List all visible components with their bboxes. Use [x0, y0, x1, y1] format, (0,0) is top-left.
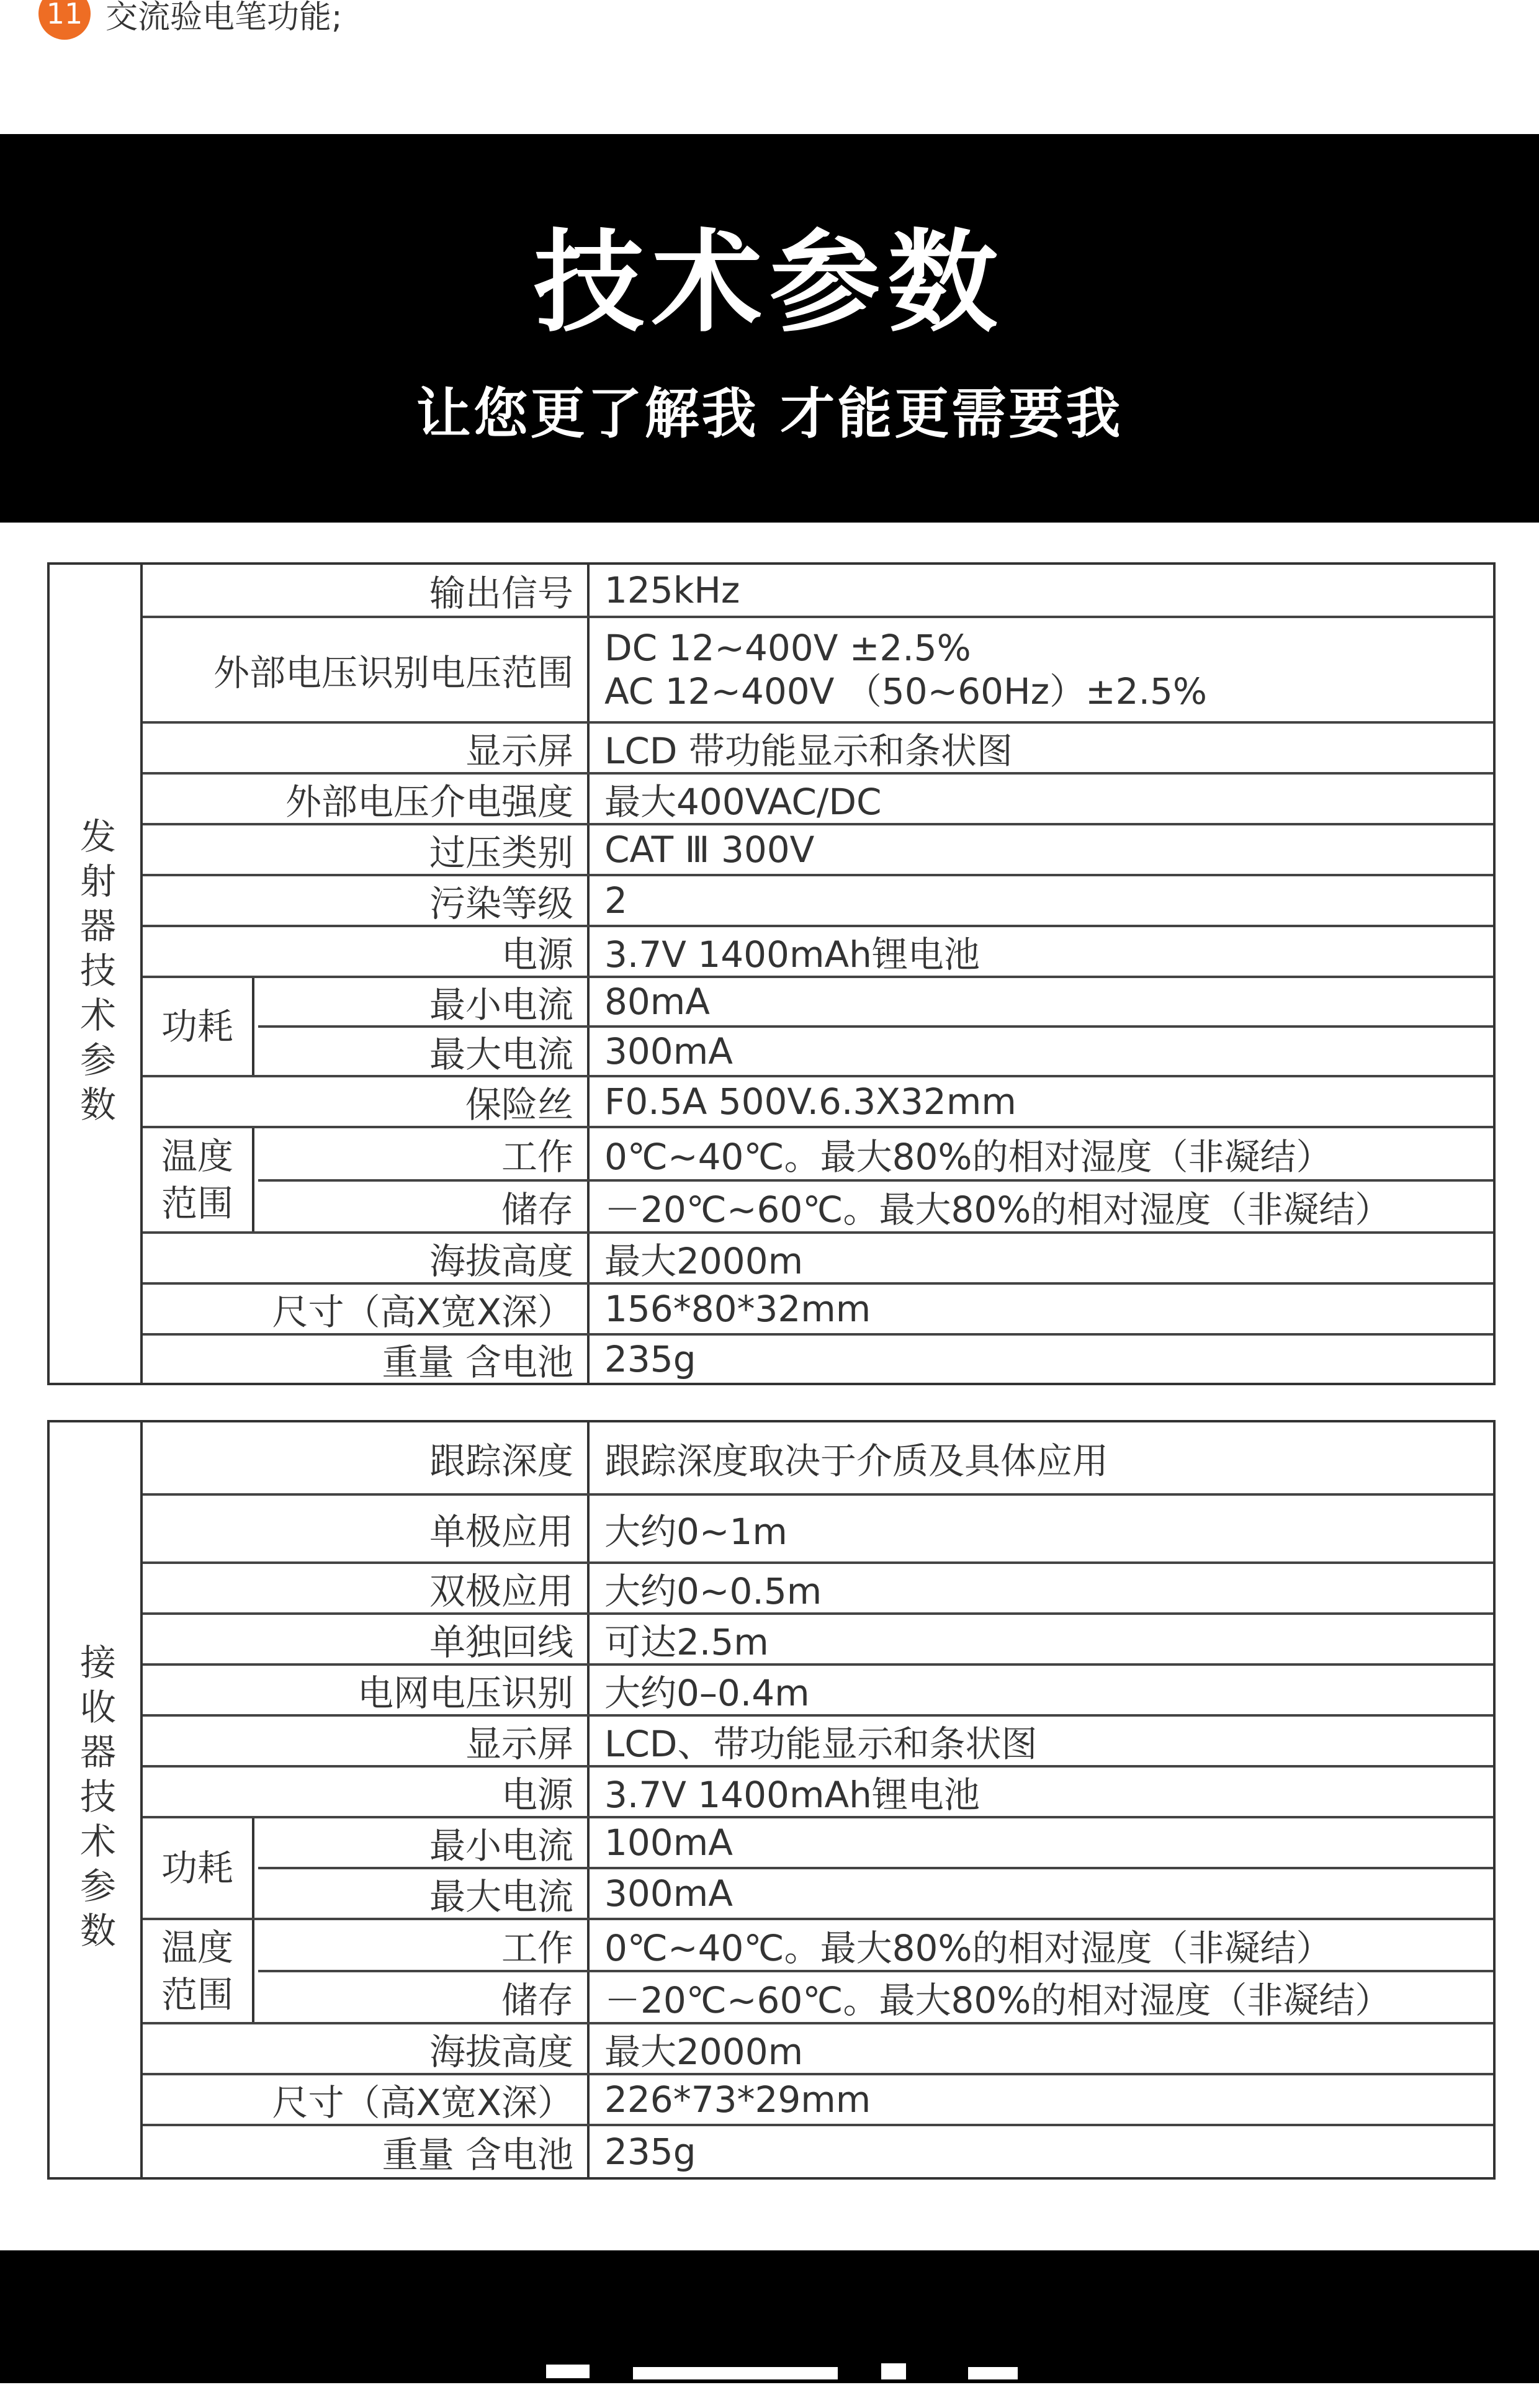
heading-stroke — [881, 2363, 906, 2379]
spec-value: 3.7V 1400mAh锂电池 — [604, 933, 980, 976]
power-group-cell: 功耗 — [143, 978, 254, 1077]
spec-value: CAT Ⅲ 300V — [604, 829, 815, 871]
spec-label: 工作 — [258, 1920, 590, 1970]
spec-row — [143, 1496, 1493, 1564]
section-title: 技术参数 — [534, 218, 1005, 347]
spec-label: 最小电流 — [258, 978, 590, 1025]
spec-label: 重量 含电池 — [143, 1336, 590, 1383]
temperature-group-line: 范围 — [161, 1974, 233, 2016]
spec-row — [258, 1128, 1493, 1182]
spec-label: 外部电压介电强度 — [143, 775, 590, 823]
spec-value: 最大2000m — [604, 2031, 804, 2073]
spec-row — [143, 1028, 1493, 1077]
spec-row — [143, 1972, 1493, 2024]
spec-row — [143, 618, 1493, 724]
spec-value: 大约0~1m — [604, 1511, 787, 1553]
spec-label: 重量 含电池 — [143, 2126, 590, 2177]
spec-row — [143, 1564, 1493, 1615]
spec-row — [143, 825, 1493, 876]
spec-row — [258, 1818, 1493, 1869]
spec-label: 显示屏 — [143, 724, 590, 772]
spec-value: 300mA — [604, 1872, 733, 1915]
spec-label: 单独回线 — [143, 1615, 590, 1663]
spec-row — [143, 1869, 1493, 1920]
spec-value: 可达2.5m — [604, 1621, 769, 1663]
spec-label: 电源 — [143, 1768, 590, 1816]
spec-row — [143, 1422, 1493, 1496]
spec-label: 最大电流 — [258, 1869, 590, 1918]
spec-row — [258, 978, 1493, 1028]
spec-value-line: AC 12~400V （50~60Hz）±2.5% — [604, 670, 1208, 712]
spec-value: －20℃~60℃。最大80%的相对湿度（非凝结） — [604, 1188, 1391, 1231]
spec-row — [143, 2024, 1493, 2075]
spec-value: 最大2000m — [604, 1240, 804, 1282]
cropped-heading-strokes — [0, 2340, 1539, 2408]
spec-value: 大约0–0.4m — [604, 1672, 810, 1714]
spec-label: 储存 — [258, 1972, 590, 2022]
feature-item — [38, 0, 343, 36]
spec-value: 226*73*29mm — [604, 2078, 871, 2121]
spec-label: 污染等级 — [143, 876, 590, 925]
spec-value: －20℃~60℃。最大80%的相对湿度（非凝结） — [604, 1979, 1391, 2021]
spec-value: 100mA — [604, 1822, 733, 1864]
transmitter-group-label: 发射器技术参数 — [74, 817, 116, 1130]
spec-label: 电源 — [143, 927, 590, 976]
spec-value: 80mA — [604, 981, 710, 1023]
spec-row — [143, 1077, 1493, 1128]
number-badge: 11 — [38, 0, 91, 40]
spec-label: 过压类别 — [143, 825, 590, 874]
spec-row — [143, 775, 1493, 825]
spec-label: 尺寸（高X宽X深） — [143, 2075, 590, 2124]
heading-stroke — [633, 2367, 838, 2379]
spec-row — [143, 1615, 1493, 1666]
spec-label: 单极应用 — [143, 1496, 590, 1561]
spec-label: 外部电压识别电压范围 — [143, 618, 590, 721]
spec-row — [143, 1666, 1493, 1717]
temperature-group-line: 温度 — [161, 1135, 233, 1177]
spec-value: 0℃~40℃。最大80%的相对湿度（非凝结） — [604, 1136, 1332, 1178]
feature-text: 交流验电笔功能; — [105, 0, 343, 36]
spec-row — [143, 1336, 1493, 1383]
spec-row — [143, 2126, 1493, 2177]
spec-value: 2 — [604, 879, 627, 922]
spec-value: 300mA — [604, 1030, 733, 1072]
spec-value: 235g — [604, 2131, 696, 2173]
transmitter-spec-table — [47, 562, 1496, 1385]
transmitter-group-cell — [50, 565, 143, 1383]
spec-value: 3.7V 1400mAh锂电池 — [604, 1774, 980, 1816]
temperature-group-line: 温度 — [161, 1926, 233, 1969]
heading-stroke — [968, 2367, 1018, 2379]
spec-label: 显示屏 — [143, 1717, 590, 1765]
receiver-group-label: 接收器技术参数 — [74, 1643, 116, 1956]
spec-label: 最大电流 — [258, 1028, 590, 1075]
spec-value: LCD 带功能显示和条状图 — [604, 730, 1013, 772]
spec-row — [143, 724, 1493, 775]
spec-row — [258, 1920, 1493, 1972]
spec-label: 尺寸（高X宽X深） — [143, 1285, 590, 1333]
spec-label: 电网电压识别 — [143, 1666, 590, 1714]
spec-row — [143, 876, 1493, 927]
heading-stroke — [546, 2365, 590, 2378]
spec-row — [143, 927, 1493, 978]
spec-row — [143, 565, 1493, 618]
spec-value: LCD、带功能显示和条状图 — [604, 1723, 1038, 1765]
spec-label: 工作 — [258, 1128, 590, 1179]
spec-value-line: DC 12~400V ±2.5% — [604, 627, 971, 669]
spec-value: 跟踪深度取决于介质及具体应用 — [604, 1440, 1109, 1482]
spec-value: 大约0~0.5m — [604, 1570, 822, 1612]
spec-value: 0℃~40℃。最大80%的相对湿度（非凝结） — [604, 1927, 1332, 1969]
section-subtitle: 让您更了解我 才能更需要我 — [416, 382, 1123, 446]
spec-label: 跟踪深度 — [143, 1422, 590, 1493]
temperature-group-line: 范围 — [161, 1182, 233, 1224]
spec-row — [143, 1234, 1493, 1285]
spec-row — [143, 1285, 1493, 1336]
spec-label: 储存 — [258, 1182, 590, 1231]
spec-label: 双极应用 — [143, 1564, 590, 1612]
power-group-cell: 功耗 — [143, 1818, 254, 1920]
receiver-spec-table — [47, 1420, 1496, 2180]
spec-row — [143, 2075, 1493, 2126]
receiver-group-cell — [50, 1422, 143, 2177]
section-banner — [0, 134, 1539, 523]
spec-label: 保险丝 — [143, 1077, 590, 1126]
spec-value — [604, 618, 1487, 721]
spec-value: 125kHz — [604, 569, 740, 611]
spec-row — [143, 1768, 1493, 1818]
spec-label: 海拔高度 — [143, 1234, 590, 1282]
spec-label: 海拔高度 — [143, 2024, 590, 2073]
spec-value: 最大400VAC/DC — [604, 781, 882, 823]
spec-row — [143, 1182, 1493, 1234]
next-section-banner — [0, 2250, 1539, 2383]
spec-value: F0.5A 500V.6.3X32mm — [604, 1080, 1016, 1123]
spec-label: 输出信号 — [143, 565, 590, 616]
spec-value: 235g — [604, 1338, 696, 1380]
spec-label: 最小电流 — [258, 1818, 590, 1867]
spec-row — [143, 1717, 1493, 1768]
spec-value: 156*80*32mm — [604, 1288, 871, 1330]
